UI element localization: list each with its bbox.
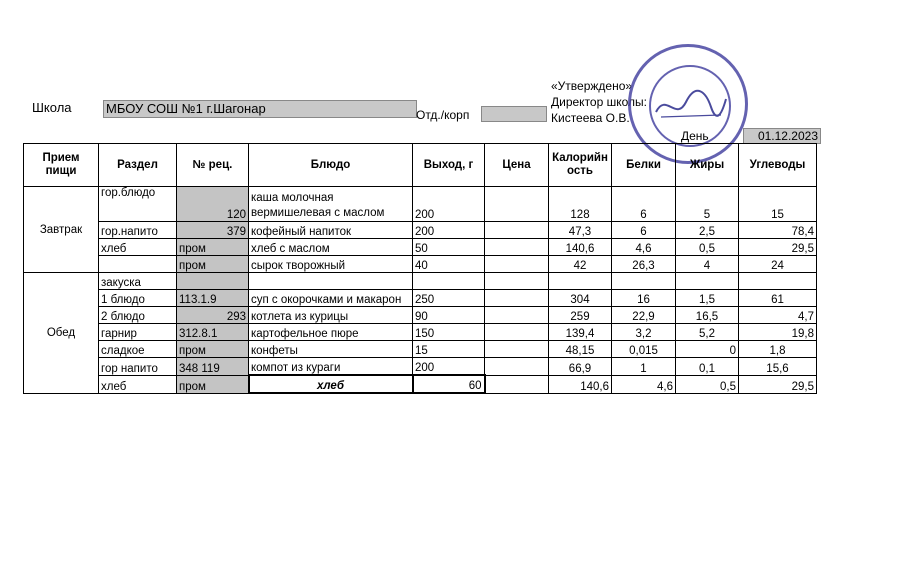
cell-kcal: 140,6 [549, 375, 612, 393]
cell-rec: пром [177, 341, 249, 358]
cell-protein: 1 [612, 358, 676, 376]
cell-rec: 113.1.9 [177, 290, 249, 307]
cell-kcal: 140,6 [549, 239, 612, 256]
cell-output: 40 [413, 256, 485, 273]
cell-output: 200 [413, 222, 485, 239]
table-row [24, 290, 817, 307]
cell-dish [249, 187, 413, 222]
cell-price [485, 375, 549, 393]
cell-kcal: 47,3 [549, 222, 612, 239]
cell-carbs: 29,5 [739, 239, 817, 256]
school-name-field[interactable]: МБОУ СОШ №1 г.Шагонар [103, 100, 417, 118]
cell-dish: кофейный напиток [249, 222, 413, 239]
cell-fat: 5 [676, 187, 739, 222]
cell-rec: пром [177, 256, 249, 273]
cell-price [485, 324, 549, 341]
cell-section: 1 блюдо [99, 290, 177, 307]
cell-kcal: 66,9 [549, 358, 612, 376]
table-header [24, 144, 817, 187]
cell-carbs: 19,8 [739, 324, 817, 341]
cell-kcal [549, 273, 612, 290]
col-protein: Белки [612, 144, 676, 187]
director-name: Кистеева О.В. [551, 111, 630, 125]
cell-protein: 0,015 [612, 341, 676, 358]
cell-section: хлеб [99, 239, 177, 256]
meal-breakfast: Завтрак [24, 187, 99, 273]
cell-rec: 293 [177, 307, 249, 324]
table-row [24, 239, 817, 256]
cell-rec [177, 273, 249, 290]
cell-fat [676, 273, 739, 290]
cell-protein: 4,6 [612, 375, 676, 393]
cell-price [485, 187, 549, 222]
cell-dish: суп с окорочками и макарон [249, 290, 413, 307]
cell-price [485, 222, 549, 239]
cell-kcal: 139,4 [549, 324, 612, 341]
cell-carbs: 78,4 [739, 222, 817, 239]
cell-price [485, 273, 549, 290]
cell-dish: котлета из курицы [249, 307, 413, 324]
meal-lunch: Обед [24, 273, 99, 394]
col-price: Цена [485, 144, 549, 187]
table-row [24, 307, 817, 324]
cell-fat: 2,5 [676, 222, 739, 239]
cell-section [99, 256, 177, 273]
cell-rec: пром [177, 239, 249, 256]
branch-field[interactable] [481, 106, 547, 122]
cell-fat: 16,5 [676, 307, 739, 324]
cell-protein: 4,6 [612, 239, 676, 256]
cell-dish: конфеты [249, 341, 413, 358]
approved-label: «Утверждено» [551, 79, 633, 93]
cell-section: 2 блюдо [99, 307, 177, 324]
cell-carbs: 4,7 [739, 307, 817, 324]
cell-carbs: 29,5 [739, 375, 817, 393]
menu-table [23, 143, 817, 394]
cell-price [485, 239, 549, 256]
cell-fat: 0 [676, 341, 739, 358]
cell-dish: компот из кураги [249, 358, 413, 376]
cell-fat: 0,5 [676, 239, 739, 256]
cell-section: гор напито [99, 358, 177, 376]
cell-price [485, 307, 549, 324]
cell-dish: сырок творожный [249, 256, 413, 273]
cell-rec: 312.8.1 [177, 324, 249, 341]
cell-rec: 348 119 [177, 358, 249, 376]
cell-output [413, 273, 485, 290]
cell-dish [249, 273, 413, 290]
cell-price [485, 256, 549, 273]
cell-output: 250 [413, 290, 485, 307]
cell-carbs [739, 273, 817, 290]
table-row [24, 187, 817, 222]
cell-section: гор.напито [99, 222, 177, 239]
table-row [24, 341, 817, 358]
col-fat: Жиры [676, 144, 739, 187]
cell-dish: хлеб [249, 375, 413, 393]
cell-carbs: 1,8 [739, 341, 817, 358]
director-label: Директор школы: [551, 95, 647, 109]
cell-carbs: 61 [739, 290, 817, 307]
cell-output: 50 [413, 239, 485, 256]
signature-icon [651, 87, 731, 127]
col-section: Раздел [99, 144, 177, 187]
col-recipe: № рец. [177, 144, 249, 187]
table-row [24, 358, 817, 376]
table-row [24, 222, 817, 239]
cell-carbs: 24 [739, 256, 817, 273]
cell-dish: картофельное пюре [249, 324, 413, 341]
branch-label: Отд./корп [416, 108, 470, 122]
cell-output: 150 [413, 324, 485, 341]
cell-protein: 3,2 [612, 324, 676, 341]
cell-section: хлеб [99, 375, 177, 393]
dish-line-1: каша молочная [251, 192, 334, 204]
cell-carbs: 15,6 [739, 358, 817, 376]
cell-fat: 0,1 [676, 358, 739, 376]
cell-output: 60 [413, 375, 485, 393]
school-label: Школа [32, 100, 72, 115]
cell-carbs: 15 [739, 187, 817, 222]
cell-output: 200 [413, 358, 485, 376]
date-field[interactable]: 01.12.2023 [743, 128, 821, 144]
cell-protein: 26,3 [612, 256, 676, 273]
cell-protein: 6 [612, 187, 676, 222]
cell-kcal: 128 [549, 187, 612, 222]
cell-rec: 379 [177, 222, 249, 239]
col-dish: Блюдо [249, 144, 413, 187]
cell-section: гарнир [99, 324, 177, 341]
cell-kcal: 42 [549, 256, 612, 273]
cell-protein: 16 [612, 290, 676, 307]
dish-line-2: вермишелевая с маслом [251, 207, 385, 219]
cell-output: 90 [413, 307, 485, 324]
cell-protein [612, 273, 676, 290]
col-kcal: Калорийн ость [549, 144, 612, 187]
cell-fat: 4 [676, 256, 739, 273]
col-carbs: Углеводы [739, 144, 817, 187]
cell-section: сладкое [99, 341, 177, 358]
cell-price [485, 290, 549, 307]
cell-kcal: 259 [549, 307, 612, 324]
cell-kcal: 48,15 [549, 341, 612, 358]
cell-price [485, 341, 549, 358]
cell-dish: хлеб с маслом [249, 239, 413, 256]
cell-protein: 6 [612, 222, 676, 239]
cell-rec: пром [177, 375, 249, 393]
cell-section: гор.блюдо [99, 187, 177, 222]
table-row [24, 324, 817, 341]
table-row [24, 273, 817, 290]
col-meal: Прием пищи [24, 144, 99, 187]
table-row [24, 256, 817, 273]
table-row [24, 375, 817, 393]
cell-output: 200 [413, 187, 485, 222]
cell-kcal: 304 [549, 290, 612, 307]
cell-section: закуска [99, 273, 177, 290]
cell-rec: 120 [177, 187, 249, 222]
cell-protein: 22,9 [612, 307, 676, 324]
cell-fat: 1,5 [676, 290, 739, 307]
cell-output: 15 [413, 341, 485, 358]
cell-fat: 0,5 [676, 375, 739, 393]
cell-fat: 5,2 [676, 324, 739, 341]
col-output: Выход, г [413, 144, 485, 187]
day-label: День [681, 129, 709, 143]
cell-price [485, 358, 549, 376]
